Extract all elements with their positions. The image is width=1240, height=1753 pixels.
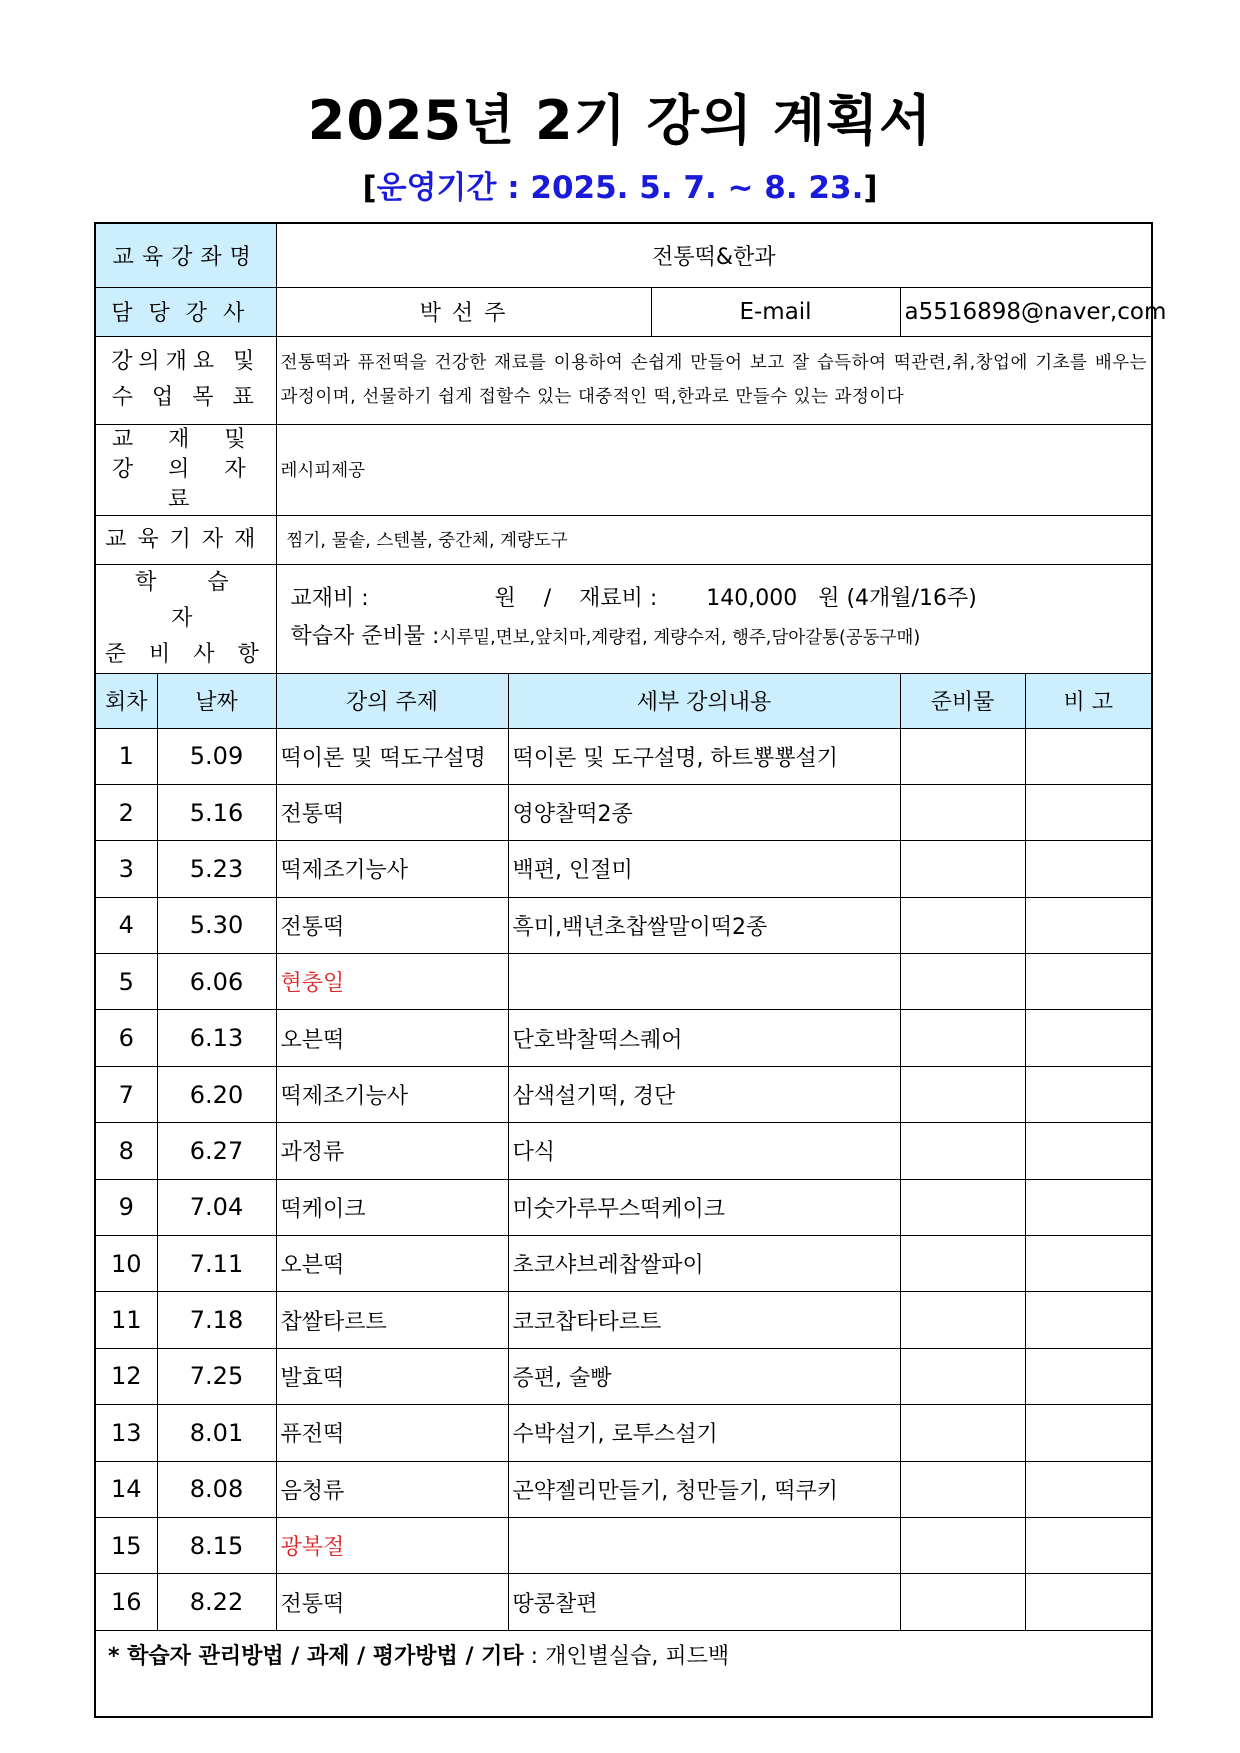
table-row (95, 897, 1152, 953)
footer-text: : 개인별실습, 피드백 (523, 1643, 730, 1669)
row-prep (900, 1236, 1025, 1292)
row-note (1025, 1348, 1152, 1404)
row-date: 6.20 (157, 1066, 276, 1122)
row-topic: 떡제조기능사 (276, 841, 508, 897)
prep-line1: 교재비 : 원 / 재료비 : 140,000 원 (4개월/16주) (290, 586, 977, 611)
row-topic: 떡이론 및 떡도구설명 (276, 728, 508, 784)
row-detail: 증편, 술빵 (508, 1348, 900, 1404)
row-topic: 찹쌀타르트 (276, 1292, 508, 1348)
footer-label: * 학습자 관리방법 / 과제 / 평가방법 / 기타 (108, 1643, 524, 1669)
row-prep (900, 1123, 1025, 1179)
row-topic: 떡케이크 (276, 1179, 508, 1235)
equipment-label: 교육기자재 (95, 515, 276, 564)
table-row (95, 1123, 1152, 1179)
overview-row (95, 336, 1152, 424)
instructor-name: 박 선 주 (276, 287, 651, 336)
row-detail: 초코샤브레찹쌀파이 (508, 1236, 900, 1292)
instructor-row (95, 287, 1152, 336)
row-prep (900, 1348, 1025, 1404)
row-no: 7 (95, 1066, 157, 1122)
header-no: 회차 (95, 673, 157, 728)
materials-label (95, 424, 276, 515)
row-topic: 과정류 (276, 1123, 508, 1179)
row-date: 5.23 (157, 841, 276, 897)
row-no: 3 (95, 841, 157, 897)
row-note (1025, 1179, 1152, 1235)
row-no: 13 (95, 1405, 157, 1461)
row-date: 8.01 (157, 1405, 276, 1461)
overview-label (95, 336, 276, 424)
schedule-body (95, 728, 1152, 1630)
row-detail (508, 1517, 900, 1573)
row-note (1025, 841, 1152, 897)
course-label: 교육강좌명 (95, 223, 276, 287)
table-row (95, 784, 1152, 840)
course-row (95, 223, 1152, 287)
row-prep (900, 1405, 1025, 1461)
equipment-row (95, 515, 1152, 564)
row-date: 6.27 (157, 1123, 276, 1179)
footer-cell (95, 1630, 1152, 1717)
row-no: 2 (95, 784, 157, 840)
row-no: 16 (95, 1574, 157, 1630)
row-date: 8.22 (157, 1574, 276, 1630)
row-prep (900, 1517, 1025, 1573)
table-row (95, 1517, 1152, 1573)
row-detail: 떡이론 및 도구설명, 하트뿅뿅설기 (508, 728, 900, 784)
row-detail: 영양찰떡2종 (508, 784, 900, 840)
prep-label (95, 564, 276, 673)
table-row (95, 954, 1152, 1010)
row-note (1025, 1010, 1152, 1066)
prep-label-line2: 준 비 사 항 (104, 641, 267, 667)
materials-row (95, 424, 1152, 515)
prep-text (276, 564, 1152, 673)
row-date: 8.08 (157, 1461, 276, 1517)
row-topic: 오븐떡 (276, 1010, 508, 1066)
row-prep (900, 1179, 1025, 1235)
footer-row (95, 1630, 1152, 1717)
table-row (95, 1461, 1152, 1517)
table-row (95, 1405, 1152, 1461)
row-note (1025, 1405, 1152, 1461)
row-prep (900, 1010, 1025, 1066)
materials-label-line2: 강 의 자 료 (111, 456, 260, 512)
row-detail: 미숫가루무스떡케이크 (508, 1179, 900, 1235)
row-detail (508, 954, 900, 1010)
prep-line2-label: 학습자 준비물 : (290, 624, 440, 649)
row-note (1025, 954, 1152, 1010)
schedule-header-row (95, 673, 1152, 728)
row-topic: 떡제조기능사 (276, 1066, 508, 1122)
overview-label-line1: 강의개요 및 (111, 349, 261, 374)
period-close-bracket: ] (863, 170, 878, 206)
row-no: 11 (95, 1292, 157, 1348)
row-prep (900, 728, 1025, 784)
row-topic: 발효떡 (276, 1348, 508, 1404)
row-topic: 현충일 (276, 954, 508, 1010)
row-note (1025, 1517, 1152, 1573)
row-no: 15 (95, 1517, 157, 1573)
row-note (1025, 1123, 1152, 1179)
row-detail: 단호박찰떡스퀘어 (508, 1010, 900, 1066)
row-topic: 전통떡 (276, 784, 508, 840)
row-date: 7.04 (157, 1179, 276, 1235)
overview-text: 전통떡과 퓨전떡을 건강한 재료를 이용하여 손쉽게 만들어 보고 잘 습득하여 떡관련,취,창업에 기초를 배우는 과정이며, 선물하기 쉽게 접할수 있는 대중적인 떡,한과로 만들수 있는 과정이다 (276, 336, 1152, 424)
row-topic: 오븐떡 (276, 1236, 508, 1292)
row-prep (900, 1574, 1025, 1630)
row-prep (900, 1292, 1025, 1348)
row-prep (900, 841, 1025, 897)
row-topic: 전통떡 (276, 1574, 508, 1630)
materials-text: 레시피제공 (276, 424, 1152, 515)
row-date: 5.30 (157, 897, 276, 953)
page-title: 2025년 2기 강의 계획서 (307, 89, 933, 152)
header-topic: 강의 주제 (276, 673, 508, 728)
row-note (1025, 1292, 1152, 1348)
table-row (95, 1348, 1152, 1404)
row-detail: 백편, 인절미 (508, 841, 900, 897)
row-note (1025, 784, 1152, 840)
period-text: 운영기간 : 2025. 5. 7. ~ 8. 23. (376, 170, 864, 206)
instructor-label: 담당강사 (95, 287, 276, 336)
email-label: E-mail (651, 287, 900, 336)
row-note (1025, 1461, 1152, 1517)
course-name: 전통떡&한과 (276, 223, 1152, 287)
row-note (1025, 1066, 1152, 1122)
row-date: 5.09 (157, 728, 276, 784)
header-prep: 준비물 (900, 673, 1025, 728)
header-note: 비 고 (1025, 673, 1152, 728)
email-value: a5516898@naver,com (900, 287, 1152, 336)
row-topic: 광복절 (276, 1517, 508, 1573)
table-row (95, 1010, 1152, 1066)
operation-period (0, 162, 1240, 207)
row-date: 7.25 (157, 1348, 276, 1404)
table-row (95, 1066, 1152, 1122)
header-detail: 세부 강의내용 (508, 673, 900, 728)
row-prep (900, 954, 1025, 1010)
row-detail: 코코찹타타르트 (508, 1292, 900, 1348)
row-no: 10 (95, 1236, 157, 1292)
row-topic: 퓨전떡 (276, 1405, 508, 1461)
row-note (1025, 1574, 1152, 1630)
table-row (95, 1574, 1152, 1630)
row-prep (900, 897, 1025, 953)
row-no: 1 (95, 728, 157, 784)
row-note (1025, 728, 1152, 784)
table-row (95, 841, 1152, 897)
prep-line2-items: 시루밑,면보,앞치마,계량컵, 계량수저, 행주,담아갈통(공동구매) (439, 628, 921, 648)
row-note (1025, 897, 1152, 953)
period-open-bracket: [ (362, 170, 377, 206)
prep-label-line1: 학 습 자 (135, 569, 237, 631)
row-detail: 땅콩찰편 (508, 1574, 900, 1630)
row-topic: 전통떡 (276, 897, 508, 953)
equipment-text: 찜기, 물솥, 스텐볼, 중간체, 계량도구 (276, 515, 1152, 564)
row-topic: 음청류 (276, 1461, 508, 1517)
row-no: 5 (95, 954, 157, 1010)
header-date: 날짜 (157, 673, 276, 728)
table-row (95, 1179, 1152, 1235)
row-prep (900, 784, 1025, 840)
row-detail: 흑미,백년초찹쌀말이떡2종 (508, 897, 900, 953)
row-no: 14 (95, 1461, 157, 1517)
row-date: 7.11 (157, 1236, 276, 1292)
row-no: 4 (95, 897, 157, 953)
row-note (1025, 1236, 1152, 1292)
materials-label-line1: 교 재 및 (111, 426, 260, 452)
row-no: 8 (95, 1123, 157, 1179)
row-date: 6.13 (157, 1010, 276, 1066)
prep-line2 (291, 618, 1148, 657)
row-detail: 수박설기, 로투스설기 (508, 1405, 900, 1461)
row-no: 6 (95, 1010, 157, 1066)
row-no: 12 (95, 1348, 157, 1404)
row-date: 6.06 (157, 954, 276, 1010)
table-row (95, 1236, 1152, 1292)
row-detail: 곤약젤리만들기, 청만들기, 떡쿠키 (508, 1461, 900, 1517)
row-date: 7.18 (157, 1292, 276, 1348)
table-row (95, 1292, 1152, 1348)
row-date: 5.16 (157, 784, 276, 840)
row-prep (900, 1461, 1025, 1517)
table-row (95, 728, 1152, 784)
row-detail: 다식 (508, 1123, 900, 1179)
prep-row (95, 564, 1152, 673)
row-detail: 삼색설기떡, 경단 (508, 1066, 900, 1122)
row-prep (900, 1066, 1025, 1122)
overview-label-line2: 수 업 목 표 (111, 385, 260, 410)
lecture-plan-table (94, 222, 1167, 1718)
row-no: 9 (95, 1179, 157, 1235)
row-date: 8.15 (157, 1517, 276, 1573)
